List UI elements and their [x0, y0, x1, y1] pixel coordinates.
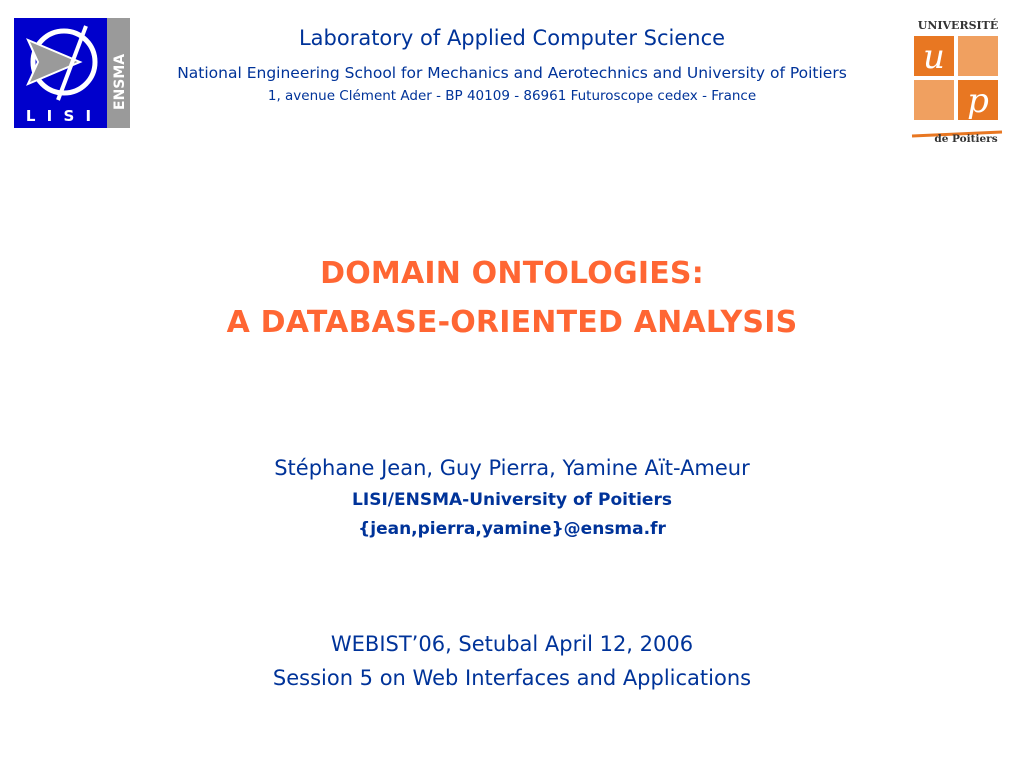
author-affiliation: LISI/ENSMA-University of Poitiers	[352, 490, 672, 510]
logo-universite-text: UNIVERSITÉ	[917, 19, 999, 32]
logo-letter-u: u	[923, 37, 945, 77]
conference-info: WEBIST’06, Setubal April 12, 2006	[330, 632, 694, 656]
lab-name: Laboratory of Applied Computer Science	[298, 26, 726, 50]
author-emails: {jean,pierra,yamine}@ensma.fr	[358, 519, 666, 539]
universite-poitiers-logo	[910, 14, 1006, 146]
logo-tile-3	[914, 80, 954, 120]
postal-address: 1, avenue Clément Ader - BP 40109 - 86961 Futuroscope cedex - France	[267, 88, 757, 104]
logo-lisi-text: L I S I	[25, 107, 95, 125]
logo-letter-p: p	[967, 81, 989, 121]
slide-title-line-1: DOMAIN ONTOLOGIES:	[320, 256, 704, 291]
school-name: National Engineering School for Mechanics and Aerotechnics and University of Poitiers	[177, 64, 847, 82]
logo-tile-2	[958, 36, 998, 76]
session-info: Session 5 on Web Interfaces and Applications	[272, 666, 752, 690]
logo-poitiers-text: de Poitiers	[934, 133, 998, 145]
slide-title-line-2: A DATABASE-ORIENTED ANALYSIS	[226, 305, 798, 340]
author-names: Stéphane Jean, Guy Pierra, Yamine Aït-Ameur	[274, 456, 750, 480]
logo-ensma-text: ENSMA	[112, 53, 128, 110]
